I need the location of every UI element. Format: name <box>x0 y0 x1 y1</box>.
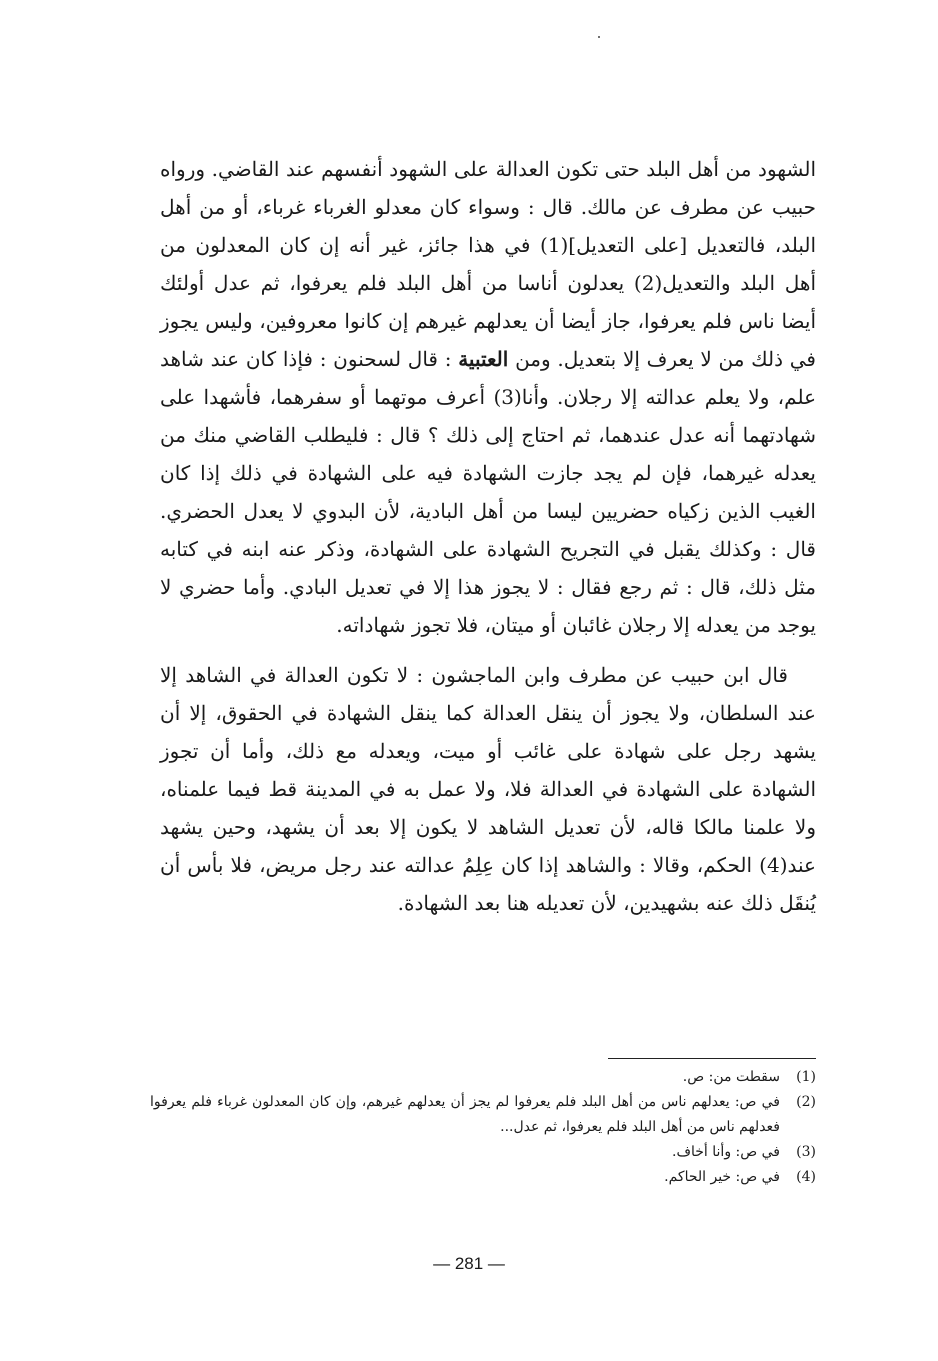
footnote-text: في ص: وأنا أخاف. <box>672 1144 780 1160</box>
paragraph-1-part-a: الشهود من أهل البلد حتى تكون العدالة على الشهود أنفسهم عند القاضي. ورواه حبيب عن مطرف عن مالك. قال : وسواء كان معدلو الغرباء غرباء، أو من أهل البلد، فالتعديل [على التعديل](1) في هذا جائز، غير أنه إن كان المعدلون من أهل البلد والتعديل(2) يعدلون أناسا من أهل البلد فلم يعرفوا، ثم عدل أولئك أيضا ناس فلم يعرفوا، جاز أيضا أن يعدلهم غيرهم إن كانوا معروفين، وليس يجوز في ذلك من لا يعرف إلا بتعديل. ومن <box>160 157 817 371</box>
footnote-number: (1) <box>796 1069 816 1085</box>
footnotes <box>150 1058 816 1190</box>
footnote-1 <box>150 1065 816 1090</box>
al-utbiyya-heading: العتبية <box>458 347 509 371</box>
footnote-2 <box>150 1090 816 1140</box>
footnote-number: (4) <box>796 1169 816 1185</box>
footnote-number: (3) <box>796 1144 816 1160</box>
page-mark <box>598 36 600 38</box>
footnote-text: سقطت من: ص. <box>682 1069 780 1085</box>
main-text <box>160 150 816 922</box>
footnote-rule <box>608 1058 816 1059</box>
page-number: — 281 — <box>433 1254 505 1273</box>
footnote-4 <box>150 1165 816 1190</box>
footnote-text: في ص: يعدلهم ناس من أهل البلد فلم يعرفوا لم يجز أن يعدلهم غيرهم، وإن كان المعدلون غرباء فلم يعرفوا فعدلهم ناس من أهل البلد فلم يعرفوا، ثم عدل... <box>150 1094 780 1135</box>
footnote-3 <box>150 1140 816 1165</box>
paragraph-1-part-b: : قال لسحنون : فإذا كان عند شاهد علم، ولا يعلم عدالته إلا رجلان. وأنا(3) أعرف موتهما أو سفرهما، فأشهدا على شهادتهما أنه عدل عندهما، ثم احتاج إلى ذلك ؟ قال : فليطلب القاضي منك من يعدله غيرهما، فإن لم يجد جازت الشهادة فيه على الشهادة في ذلك إذا كان الغيب الذين زكياه حضريين ليسا من أهل البادية، لأن البدوي لا يعدل الحضري. قال : وكذلك يقبل في التجريح الشهادة على الشهادة، وذكر عنه ابنه في كتابه مثل ذلك، قال : ثم رجع فقال : لا يجوز هذا إلا في تعديل البادي. وأما حضري لا يوجد من يعدله إلا رجلان غائبان أو ميتان، فلا تجوز شهاداته. <box>160 347 816 637</box>
paragraph-1 <box>160 150 816 644</box>
footnote-number: (2) <box>796 1094 816 1110</box>
paragraph-2: قال ابن حبيب عن مطرف وابن الماجشون : لا تكون العدالة في الشاهد إلا عند السلطان، ولا يجوز أن ينقل العدالة كما ينقل الشهادة في الحقوق، إلا أن يشهد رجل على شهادة على غائب أو ميت، ويعدله مع ذلك، وأما أن تجوز الشهادة على الشهادة في العدالة فلا، ولا عمل به في المدينة قط فيما علمناه، ولا علمنا مالكا قاله، لأن تعديل الشاهد لا يكون إلا بعد أن يشهد، وحين يشهد عند(4) الحكم، وقالا : والشاهد إذا كان عِلِمُ عدالته عند رجل مريض، فلا بأس أن يُنقَل ذلك عنه بشهيدين، لأن تعديله هنا بعد الشهادة. <box>160 663 816 915</box>
footnote-text: في ص: خير الحاكم. <box>664 1169 780 1185</box>
